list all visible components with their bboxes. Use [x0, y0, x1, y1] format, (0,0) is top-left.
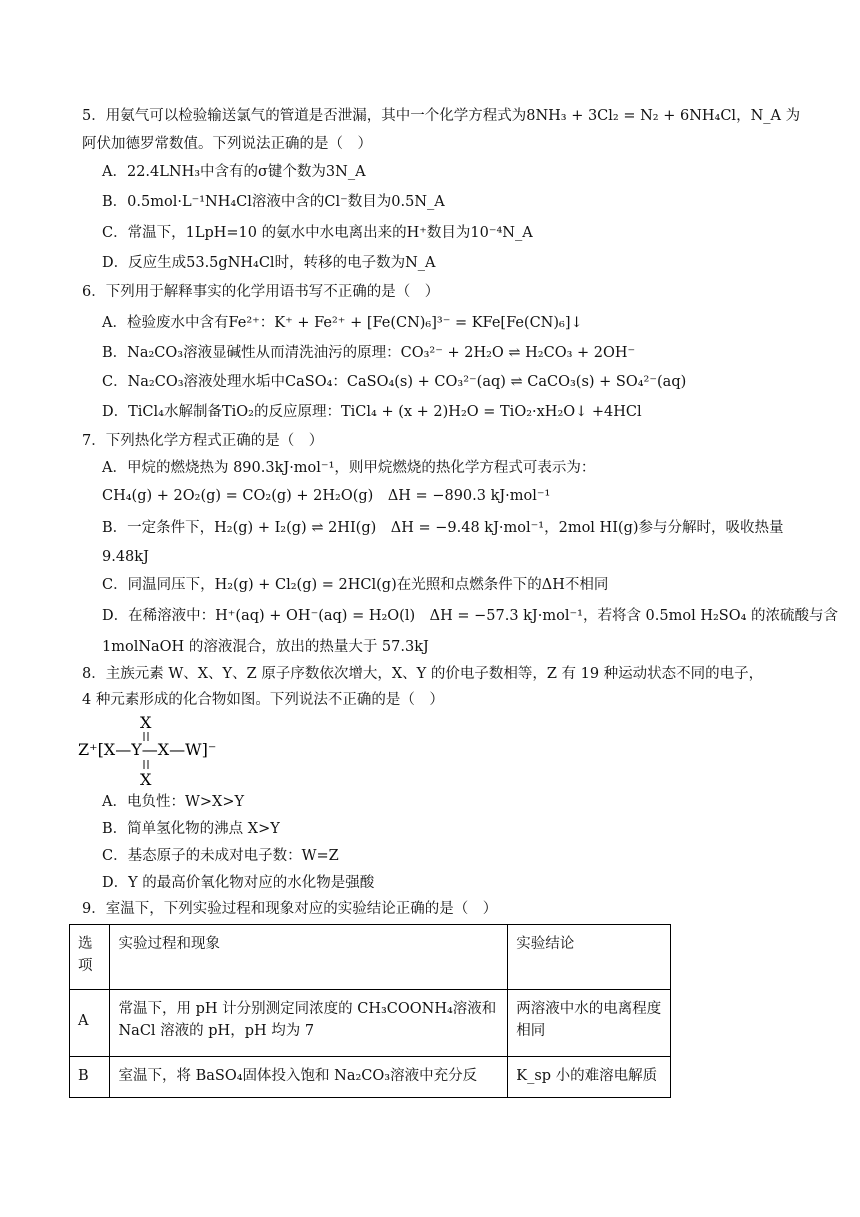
q6-option-a: A．检验废水中含有Fe²⁺：K⁺ + Fe²⁺ + [Fe(CN)₆]³⁻ = KFe[Fe(CN)₆]↓	[102, 315, 583, 331]
q7-option-a-equation: CH₄(g) + 2O₂(g) = CO₂(g) + 2H₂O(g) ΔH = −890.3 kJ·mol⁻¹	[102, 488, 551, 504]
header-option: 选项	[70, 925, 110, 990]
q7-option-b-line1: B．一定条件下，H₂(g) + I₂(g) ⇌ 2HI(g) ΔH = −9.48 kJ·mol⁻¹，2mol HI(g)参与分解时，吸收热量	[102, 520, 784, 536]
struct-main-chain: Z⁺[X—Y—X—W]⁻	[78, 740, 217, 759]
q7-option-d-line2: 1molNaOH 的溶液混合，放出的热量大于 57.3kJ	[102, 639, 429, 655]
header-process: 实验过程和现象	[110, 925, 508, 990]
q8-option-b: B．简单氢化物的沸点 X>Y	[102, 821, 280, 837]
table-row	[70, 990, 671, 1057]
q8-stem-line2: 4 种元素形成的化合物如图。下列说法不正确的是（ ）	[82, 692, 444, 708]
struct-bottom-x: X	[140, 770, 152, 789]
row-b-conclusion: K_sp 小的难溶电解质	[508, 1057, 671, 1098]
row-a-process: 常温下，用 pH 计分别测定同浓度的 CH₃COONH₄溶液和 NaCl 溶液的 pH，pH 均为 7	[110, 990, 508, 1057]
table-header-row	[70, 925, 671, 990]
q7-option-a-line1: A．甲烷的燃烧热为 890.3kJ·mol⁻¹，则甲烷燃烧的热化学方程式可表示为：	[102, 460, 596, 476]
q5-stem-line2: 阿伏加德罗常数值。下列说法正确的是（ ）	[82, 136, 372, 152]
q6-stem: 6．下列用于解释事实的化学用语书写不正确的是（ ）	[82, 284, 440, 300]
row-a-conclusion: 两溶液中水的电离程度相同	[508, 990, 671, 1057]
q7-option-b-line2: 9.48kJ	[102, 549, 149, 565]
q5-option-b: B．0.5mol·L⁻¹NH₄Cl溶液中含的Cl⁻数目为0.5N_A	[102, 194, 445, 210]
q7-option-d-line1: D．在稀溶液中：H⁺(aq) + OH⁻(aq) = H₂O(l) ΔH = −57.3 kJ·mol⁻¹，若将含 0.5mol H₂SO₄ 的浓硫酸与含	[102, 608, 839, 624]
q9-stem: 9．室温下，下列实验过程和现象对应的实验结论正确的是（ ）	[82, 901, 498, 917]
experiment-table	[69, 924, 671, 1098]
row-b-process: 室温下，将 BaSO₄固体投入饱和 Na₂CO₃溶液中充分反	[110, 1057, 508, 1098]
q8-option-a: A．电负性：W>X>Y	[102, 794, 245, 810]
q8-option-c: C．基态原子的未成对电子数：W=Z	[102, 848, 339, 864]
q7-option-c: C．同温同压下，H₂(g) + Cl₂(g) = 2HCl(g)在光照和点燃条件下的ΔH不相同	[102, 577, 609, 593]
q6-option-c: C．Na₂CO₃溶液处理水垢中CaSO₄：CaSO₄(s) + CO₃²⁻(aq) ⇌ CaCO₃(s) + SO₄²⁻(aq)	[102, 374, 687, 390]
q8-option-d: D．Y 的最高价氧化物对应的水化物是强酸	[102, 875, 375, 891]
q6-option-d: D．TiCl₄水解制备TiO₂的反应原理：TiCl₄ + (x + 2)H₂O = TiO₂·xH₂O↓ +4HCl	[102, 404, 642, 420]
q5-option-c: C．常温下，1LpH=10 的氨水中水电离出来的H⁺数目为10⁻⁴N_A	[102, 225, 533, 241]
q5-stem-line1: 5．用氨气可以检验输送氯气的管道是否泄漏，其中一个化学方程式为8NH₃ + 3Cl₂ = N₂ + 6NH₄Cl，N_A 为	[82, 108, 801, 124]
q8-stem-line1: 8．主族元素 W、X、Y、Z 原子序数依次增大，X、Y 的价电子数相等，Z 有 19 种运动状态不同的电子，	[82, 666, 764, 682]
header-conclusion: 实验结论	[508, 925, 671, 990]
row-b-option: B	[70, 1057, 110, 1098]
q6-option-b: B．Na₂CO₃溶液显碱性从而清洗油污的原理：CO₃²⁻ + 2H₂O ⇌ H₂CO₃ + 2OH⁻	[102, 345, 636, 361]
struct-top-x: X	[140, 713, 152, 732]
q8-structure-diagram	[76, 708, 276, 790]
table-row	[70, 1057, 671, 1098]
q5-option-d: D．反应生成53.5gNH₄Cl时，转移的电子数为N_A	[102, 255, 436, 271]
q7-stem: 7．下列热化学方程式正确的是（ ）	[82, 433, 324, 449]
q5-option-a: A．22.4LNH₃中含有的σ键个数为3N_A	[102, 164, 366, 180]
row-a-option: A	[70, 990, 110, 1057]
